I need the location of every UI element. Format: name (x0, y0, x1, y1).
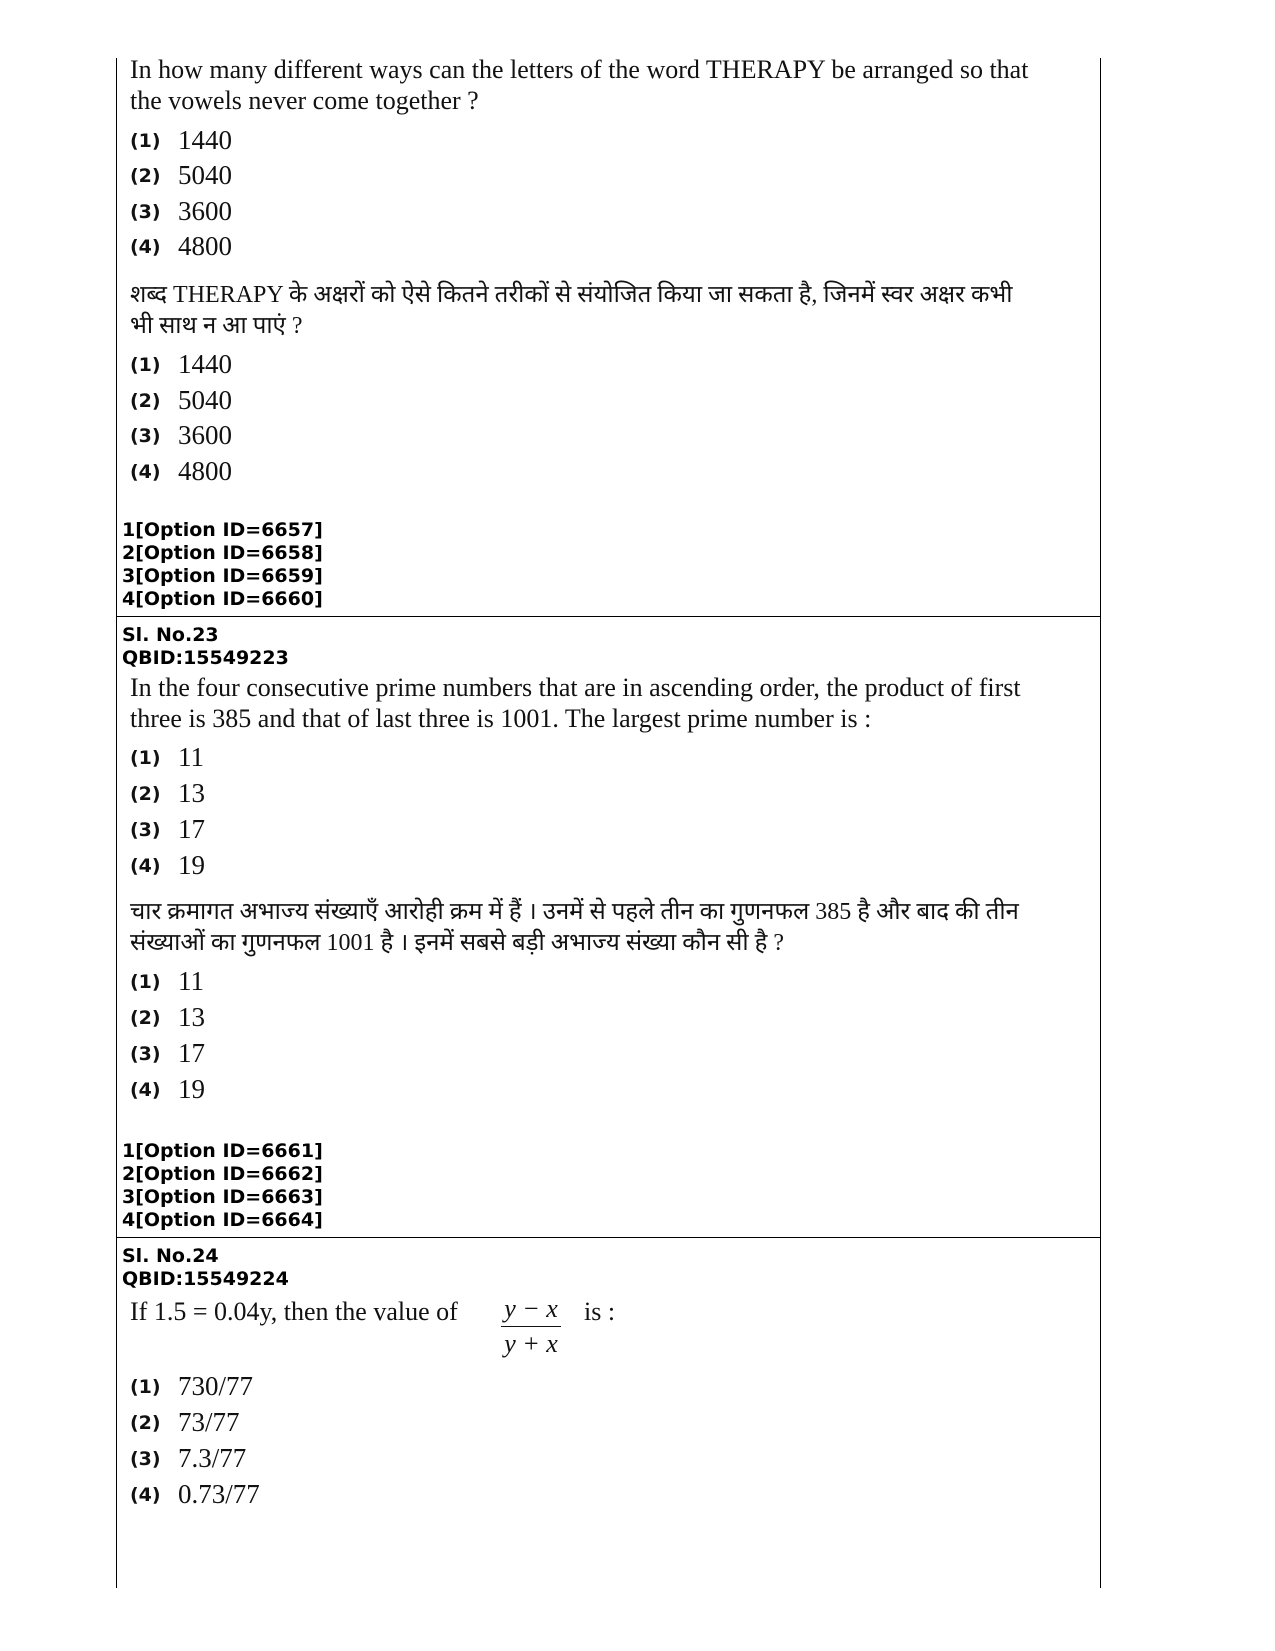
question-23-text-en: In the four consecutive prime numbers that are in ascending order, the product of first three is 385 and that of last three is 1001. The largest prime number is : (130, 673, 1021, 733)
option-number: (3) (130, 1447, 161, 1470)
option-value: 13 (178, 1002, 205, 1032)
q23-option-2-hi (130, 1002, 205, 1036)
question-22-text-hi: शब्द THERAPY के अक्षरों को ऐसे कितने तरीकों से संयोजित किया जा सकता है, जिनमें स्वर अक्षर कभी भी साथ न आ पाएं ? (130, 282, 1013, 339)
question-22-text-en: In how many different ways can the letters of the word THERAPY be arranged so that the vowels never come together ? (130, 55, 1029, 115)
option-number: (4) (130, 1078, 161, 1101)
q22-option-id-3: 3[Option ID=6659] (122, 565, 323, 587)
q22-option-2-hi (130, 385, 232, 419)
option-value: 7.3/77 (178, 1443, 247, 1473)
q23-option-3-en (130, 814, 205, 848)
option-number: (2) (130, 389, 161, 412)
q23-option-4-hi (130, 1074, 205, 1108)
question-24-text-after: is : (584, 1297, 616, 1326)
option-value: 13 (178, 778, 205, 808)
q23-option-1-hi (130, 966, 204, 1000)
q22-option-4-hi (130, 456, 232, 490)
option-number: (4) (130, 460, 161, 483)
q24-serial-number: Sl. No.24 (122, 1245, 219, 1267)
option-value: 11 (178, 966, 204, 996)
q23-option-id-2: 2[Option ID=6662] (122, 1163, 323, 1185)
fraction-denominator: y + x (504, 1329, 558, 1358)
option-number: (3) (130, 818, 161, 841)
q23-option-id-4: 4[Option ID=6664] (122, 1209, 323, 1231)
fraction-bar (501, 1326, 561, 1327)
q22-option-1-en (130, 125, 232, 159)
option-value: 19 (178, 850, 205, 880)
q22-option-3-hi (130, 420, 232, 454)
option-value: 5040 (178, 160, 232, 190)
q23-option-1-en (130, 742, 204, 776)
option-number: (1) (130, 1375, 161, 1398)
option-value: 11 (178, 742, 204, 772)
q22-option-id-1: 1[Option ID=6657] (122, 519, 323, 541)
q22-option-id-4: 4[Option ID=6660] (122, 588, 323, 610)
option-value: 0.73/77 (178, 1479, 260, 1509)
q24-option-1-en (130, 1371, 253, 1405)
option-number: (3) (130, 200, 161, 223)
option-number: (2) (130, 1411, 161, 1434)
q23-qbid: QBID:15549223 (122, 647, 289, 669)
option-number: (1) (130, 129, 161, 152)
q22-option-4-en (130, 231, 232, 265)
option-value: 1440 (178, 125, 232, 155)
q23-option-id-3: 3[Option ID=6663] (122, 1186, 323, 1208)
question-23-text-hi: चार क्रमागत अभाज्य संख्याएँ आरोही क्रम में हैं । उनमें से पहले तीन का गुणनफल 385 है और बाद की तीन संख्याओं का गुणनफल 1001 है । इनमें सबसे बड़ी अभाज्य संख्या कौन सी है ? (130, 899, 1019, 956)
q24-option-4-en (130, 1479, 260, 1513)
option-number: (4) (130, 235, 161, 258)
q24-option-3-en (130, 1443, 246, 1477)
option-value: 19 (178, 1074, 205, 1104)
question-24-text-before: If 1.5 = 0.04y, then the value of (130, 1297, 458, 1326)
q24-option-2-en (130, 1407, 240, 1441)
q23-serial-number: Sl. No.23 (122, 624, 219, 646)
q23-option-3-hi (130, 1038, 205, 1072)
option-value: 5040 (178, 385, 232, 415)
option-value: 73/77 (178, 1407, 240, 1437)
option-number: (1) (130, 746, 161, 769)
option-value: 4800 (178, 456, 232, 486)
option-value: 3600 (178, 196, 232, 226)
section-divider (116, 1237, 1101, 1238)
option-value: 17 (178, 814, 205, 844)
option-number: (4) (130, 1483, 161, 1506)
option-number: (2) (130, 164, 161, 187)
q23-option-2-en (130, 778, 205, 812)
option-number: (1) (130, 970, 161, 993)
section-divider (116, 616, 1101, 617)
q23-option-id-1: 1[Option ID=6661] (122, 1140, 323, 1162)
option-number: (2) (130, 782, 161, 805)
q22-option-2-en (130, 160, 232, 194)
q23-option-4-en (130, 850, 205, 884)
option-number: (1) (130, 353, 161, 376)
option-value: 3600 (178, 420, 232, 450)
q24-qbid: QBID:15549224 (122, 1268, 289, 1290)
option-value: 17 (178, 1038, 205, 1068)
fraction-numerator: y − x (504, 1294, 558, 1323)
option-value: 1440 (178, 349, 232, 379)
option-number: (2) (130, 1006, 161, 1029)
option-value: 730/77 (178, 1371, 254, 1401)
q22-option-id-2: 2[Option ID=6658] (122, 542, 323, 564)
q22-option-3-en (130, 196, 232, 230)
option-number: (3) (130, 1042, 161, 1065)
option-number: (4) (130, 854, 161, 877)
option-number: (3) (130, 424, 161, 447)
option-value: 4800 (178, 231, 232, 261)
q22-option-1-hi (130, 349, 232, 383)
